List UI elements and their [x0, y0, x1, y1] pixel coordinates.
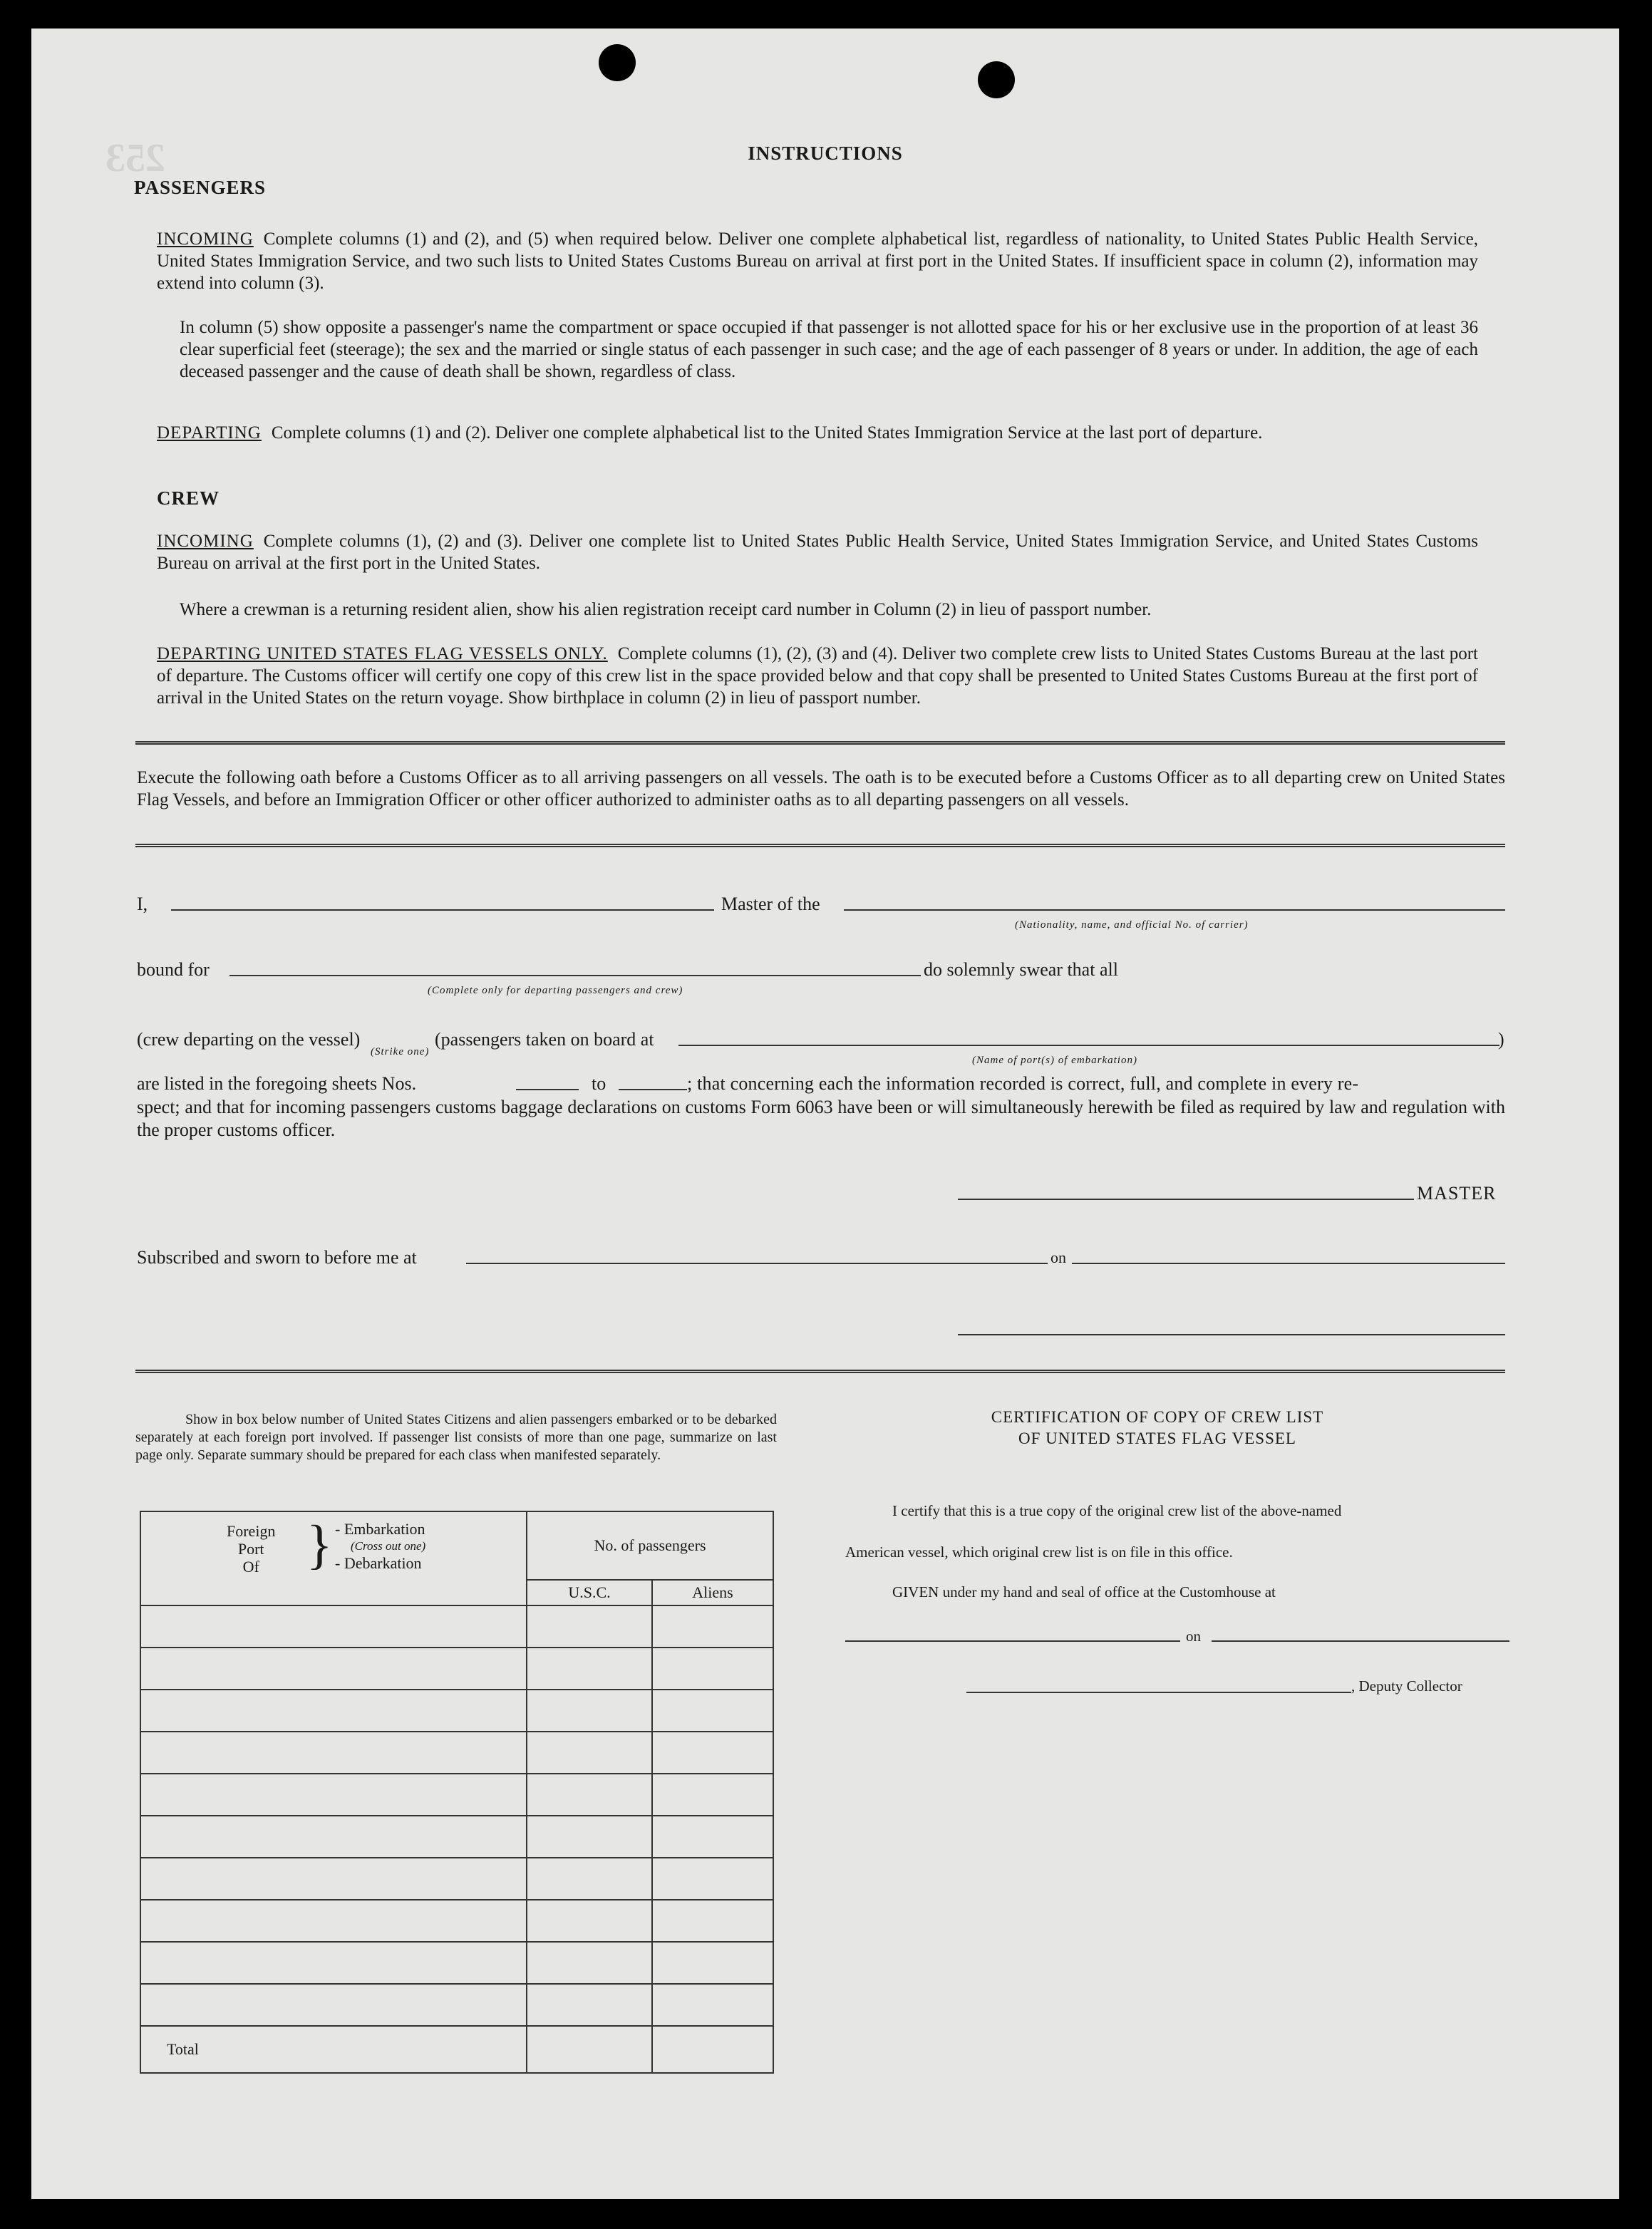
bound-for-field[interactable] [229, 975, 921, 976]
bleed-through-margin-number: 253 [105, 136, 165, 180]
listed-sheets-suffix: ; that concerning each the information recorded is correct, full, and complete in every re- [687, 1073, 1359, 1094]
sheet-from-field[interactable] [516, 1089, 579, 1090]
crew-incoming-paragraph [157, 530, 1478, 574]
table-row [140, 1942, 773, 1984]
port-cell[interactable] [140, 1690, 527, 1732]
passengers-departing-text: Complete columns (1) and (2). Deliver one complete alphabetical list to the United States Immigration Service at the last port of departure. [271, 423, 1263, 443]
aliens-cell[interactable] [652, 1900, 773, 1942]
crew-departing-text: Complete columns (1), (2), (3) and (4). Deliver two complete crew lists to United States Customs Bureau at the last port of departure. The Customs officer will certify one copy of this crew list in the space provided below and that copy shall be presented to United States Customs Bureau at the first port of arrival in the United States on the return voyage. Show birthplace in column (2) in lieu of passport number. [157, 644, 1479, 708]
passengers-incoming-label: INCOMING [157, 229, 254, 249]
total-label: Total [140, 2026, 527, 2073]
table-row [140, 1774, 773, 1816]
usc-cell[interactable] [527, 1732, 652, 1774]
port-cell[interactable] [140, 1900, 527, 1942]
summary-note: Show in box below number of United States Citizens and alien passengers embarked or to be debarked separately at each foreign port involved. If passenger list consists of more than one page, summarize on last page only. Separate summary should be prepared for each class when manifested separately. [135, 1412, 777, 1463]
usc-cell[interactable] [527, 1900, 652, 1942]
certification-heading-line2: OF UNITED STATES FLAG VESSEL [1018, 1429, 1296, 1447]
aliens-cell[interactable] [652, 1648, 773, 1690]
customhouse-field[interactable] [845, 1640, 1180, 1642]
certify-line1: I certify that this is a true copy of the original crew list of the above-named [892, 1502, 1342, 1519]
of-label: Of [242, 1558, 259, 1576]
usc-cell[interactable] [527, 1690, 652, 1732]
passengers-taken-option[interactable]: (passengers taken on board at [435, 1029, 654, 1050]
port-cell[interactable] [140, 1605, 527, 1648]
embarkation-option[interactable]: - Embarkation [335, 1520, 425, 1538]
punch-hole-left [599, 44, 636, 81]
table-row [140, 1690, 773, 1732]
usc-cell[interactable] [527, 1942, 652, 1984]
crew-resident-paragraph: Where a crewman is a returning resident alien, show his alien registration receipt card number in Column (2) in lieu of passport number. [180, 600, 1152, 619]
page-title: INSTRUCTIONS [748, 143, 903, 164]
port-cell[interactable] [140, 1984, 527, 2026]
usc-cell[interactable] [527, 1605, 652, 1648]
ports-caption: (Name of port(s) of embarkation) [972, 1055, 1137, 1066]
document-page [31, 29, 1619, 2199]
usc-cell[interactable] [527, 1648, 652, 1690]
aliens-cell[interactable] [652, 1942, 773, 1984]
subscribed-date-field[interactable] [1072, 1263, 1505, 1264]
subscribed-on-label: on [1050, 1248, 1066, 1266]
no-passengers-header: No. of passengers [527, 1511, 773, 1580]
usc-cell[interactable] [527, 1984, 652, 2026]
certification-date-field[interactable] [1212, 1640, 1509, 1642]
master-label: MASTER [1417, 1183, 1497, 1204]
certification-on-label: on [1186, 1628, 1201, 1645]
usc-cell[interactable] [527, 1774, 652, 1816]
bound-for-caption: (Complete only for departing passengers and crew) [428, 985, 683, 996]
passengers-departing-label: DEPARTING [157, 423, 262, 443]
crew-departing-option[interactable]: (crew departing on the vessel) [137, 1029, 361, 1050]
sheet-to-label: to [592, 1073, 606, 1094]
port-label: Port [237, 1540, 264, 1558]
passengers-incoming-paragraph [157, 228, 1478, 294]
carrier-field[interactable] [844, 909, 1505, 911]
oath-intro-paragraph: Execute the following oath before a Customs Officer as to all arriving passengers on all vessels. The oath is to be executed before a Customs Officer as to all departing crew on United States Flag Vessels, and before an Immigration Officer or other officer authorized to administer oaths as to all departing passengers on all vessels. [137, 768, 1505, 810]
divider-summary [135, 1370, 1505, 1373]
aliens-column-header: Aliens [652, 1580, 773, 1605]
port-cell[interactable] [140, 1648, 527, 1690]
crew-departing-paragraph [157, 643, 1478, 709]
port-cell[interactable] [140, 1774, 527, 1816]
master-signature-field[interactable] [958, 1199, 1414, 1200]
usc-cell[interactable] [527, 1858, 652, 1900]
table-row [140, 1605, 773, 1648]
crew-incoming-text: Complete columns (1), (2) and (3). Deliver one complete list to United States Public Health Service, United States Immigration Service, and United States Customs Bureau on arrival at the first port in the United States. [157, 532, 1478, 573]
oath-i-label: I, [137, 894, 148, 914]
listed-sheets-rest: spect; and that for incoming passengers customs baggage declarations on customs Form 6063 have been or will simultaneously herewith be filed as required by law and regulation with the proper customs officer. [137, 1097, 1505, 1140]
section-heading-passengers: PASSENGERS [134, 177, 267, 198]
crew-departing-label: DEPARTING UNITED STATES FLAG VESSELS ONLY. [157, 644, 608, 663]
sheet-to-field[interactable] [619, 1089, 687, 1090]
aliens-cell[interactable] [652, 1816, 773, 1858]
table-row [140, 1900, 773, 1942]
total-aliens-cell[interactable] [652, 2026, 773, 2073]
table-row [140, 1732, 773, 1774]
port-cell[interactable] [140, 1858, 527, 1900]
strike-one-caption: (Strike one) [371, 1046, 430, 1057]
table-row [140, 1984, 773, 2026]
given-under-hand: GIVEN under my hand and seal of office at the Customhouse at [892, 1583, 1276, 1600]
aliens-cell[interactable] [652, 1605, 773, 1648]
master-of-label: Master of the [721, 894, 820, 914]
table-total-row [140, 2026, 773, 2073]
officer-signature-field[interactable] [958, 1334, 1505, 1335]
table-row [140, 1816, 773, 1858]
port-cell[interactable] [140, 1732, 527, 1774]
port-cell[interactable] [140, 1942, 527, 1984]
usc-column-header: U.S.C. [527, 1580, 652, 1605]
crew-incoming-label: INCOMING [157, 532, 254, 551]
listed-sheets-prefix: are listed in the foregoing sheets Nos. [137, 1073, 417, 1094]
carrier-caption: (Nationality, name, and official No. of carrier) [1015, 919, 1249, 931]
passengers-departing-paragraph [157, 422, 1478, 444]
master-name-field[interactable] [171, 909, 714, 911]
divider-oath [135, 844, 1505, 847]
bound-for-label: bound for [137, 959, 210, 980]
subscribed-label: Subscribed and sworn to before me at [137, 1247, 417, 1268]
aliens-cell[interactable] [652, 1774, 773, 1816]
aliens-cell[interactable] [652, 1984, 773, 2026]
deputy-signature-field[interactable] [966, 1692, 1351, 1693]
divider-instructions [135, 741, 1505, 745]
usc-cell[interactable] [527, 1816, 652, 1858]
passenger-summary-table [140, 1511, 774, 2074]
debarkation-option[interactable]: - Debarkation [335, 1554, 422, 1572]
punch-hole-right [978, 61, 1015, 98]
passengers-incoming-text: Complete columns (1) and (2), and (5) when required below. Deliver one complete alphabetical list, regardless of nationality, to United States Public Health Service, United States Immigration Service, and two such lists to United States Customs Bureau on arrival at first port in the United States. If insufficient space in column (2), information may extend into column (3). [157, 229, 1478, 293]
certification-heading-line1: CERTIFICATION OF COPY OF CREW LIST [991, 1408, 1324, 1426]
foreign-port-header [140, 1511, 527, 1605]
cross-out-caption: (Cross out one) [351, 1539, 426, 1553]
certify-line2: American vessel, which original crew list is on file in this office. [845, 1543, 1233, 1561]
solemnly-swear-text: do solemnly swear that all [924, 959, 1118, 980]
total-usc-cell[interactable] [527, 2026, 652, 2073]
aliens-cell[interactable] [652, 1858, 773, 1900]
passengers-column5-paragraph: In column (5) show opposite a passenger's name the compartment or space occupied if that passenger is not allotted space for his or her exclusive use in the proportion of at least 36 clear superficial feet (steerage); the sex and the married or single status of each passenger in such case; and the age of each passenger of 8 years or under. In addition, the age of each deceased passenger and the cause of death shall be shown, regardless of class. [180, 318, 1478, 381]
section-heading-crew: CREW [157, 487, 220, 509]
foreign-label: Foreign [227, 1522, 276, 1540]
brace-glyph: } [306, 1515, 333, 1575]
embarkation-ports-field[interactable] [678, 1045, 1499, 1046]
table-row [140, 1858, 773, 1900]
subscribed-place-field[interactable] [466, 1263, 1048, 1264]
table-row [140, 1648, 773, 1690]
deputy-collector-label: , Deputy Collector [1351, 1677, 1462, 1695]
aliens-cell[interactable] [652, 1690, 773, 1732]
port-cell[interactable] [140, 1816, 527, 1858]
close-paren: ) [1498, 1029, 1504, 1050]
aliens-cell[interactable] [652, 1732, 773, 1774]
